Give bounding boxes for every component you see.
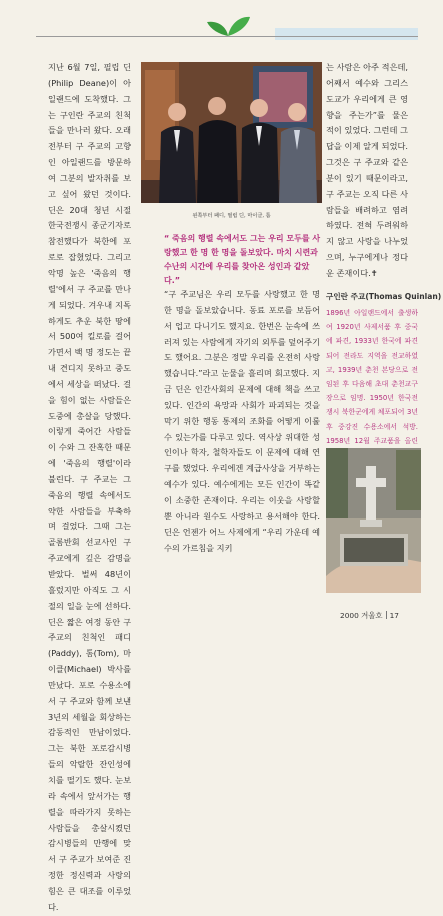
- issue-label: 2000 겨울호: [340, 611, 383, 620]
- leaf-icon: [203, 12, 253, 38]
- pull-quote: “ 죽음의 행렬 속에서도 그는 우리 모두를 사랑했고 한 명 한 명을 돌보았다. 마치 시련과 수난의 시간에 우리를 찾아온 성인과 같았다.”: [164, 234, 321, 285]
- footer-separator: [386, 611, 387, 619]
- article-right-column: [326, 60, 408, 282]
- page-footer: [340, 610, 399, 621]
- header-tint-bar: [275, 28, 418, 40]
- article-middle-text: “구 주교님은 우리 모두를 사랑했고 한 명 한 명을 돌보았습니다. 동료 포로를 보듬어서 업고 다니기도 했지요. 한번은 눈속에 쓰러져 있는 사람에게 자기의 외투를 덮어주기도 했어요. 그분은 정말 우리를 온전히 사랑했습니다.”라고 눈물을 흘리며 회고했다. 지금 딘은 인간사회의 문제에 대해 책을 쓰고 있다. 인간의 욕망과 사회가 파괴되는 것을 막기 위한 행동 통제의 조화를 어떻게 이룰 수 있는가를 다루고 있다. 역사상 위대한 성인이나 학자, 철학자들도 이 문제에 대해 연구를 했었다. 우리에겐 계급사상을 거부하는 예수가 있다. 예수에게는 모든 인간이 똑같이 소중한 존재이다. 우리는 이웃을 사랑할 뿐 아니라 원수도 사랑하고 용서해야 한다. 딘은 언젠가 어느 사제에게 “우리 가운데 예수의 가르침을 지키: [164, 289, 320, 553]
- profile-body: 1896년 아일랜드에서 출생하여 1920년 사제서품 후 중국에 파견, 1933년 한국에 파견되어 전라도 지역을 전교하였고, 1939년 춘천 본당으로 전임된 후 다음해 초대 춘천교구장으로 임명. 1950년 한국전쟁시 북한군에게 체포되어 3년 후 중강진 수용소에서 석방. 1958년 12월 주교품을 올린: [326, 309, 418, 445]
- article-middle-column: [164, 287, 320, 556]
- group-photo: [141, 62, 322, 203]
- photo-caption: 왼쪽부터 패디, 필립 딘, 마이클, 톰: [192, 213, 271, 219]
- article-right-text: 는 사람은 아주 적은데, 어째서 예수와 그리스도교가 우리에게 큰 영향을 주는가”를 물은 적이 있었다. 그런데 그 답을 이제 알게 되었다. 그것은 구 주교와 같은 분이 있기 때문이라고, 구 주교는 오직 다른 사람들을 배려하고 염려하였다. 전혀 두려워하지 않고 사랑을 나누었으며, 누구에게나 정다운 존재이다.✝: [326, 62, 408, 278]
- article-left-column: [48, 60, 131, 916]
- grave-photo: [326, 448, 421, 593]
- profile-title: 구인란 주교(Thomas Quinlan): [326, 292, 442, 301]
- article-left-text: 지난 6월 7일, 필립 딘(Philip Deane)이 아일랜드에 도착했다. 그는 구인란 주교의 친척들을 만나러 왔다. 오래 전부터 구 주교의 고향인 아일랜드를 방문하여 그분의 발자취를 보고 싶어 왔던 것이다. 딘은 20대 청년 시절 한국전쟁시 종군기자로 참전했다가 북한에 포로로 잡혔었다. 그리고 악명 높은 '죽음의 행렬'에서 구 주교를 만나게 되었다. 겨우내 지독하게도 추운 북한 땅에서 500여 킬로를 걸어가면서 백 명 정도는 끝내 견디지 못하고 중도에서 세상을 떠났다. 걸을 힘이 없는 사람들은 도중에 총살을 당했다. 이렇게 죽어간 사람들이 수와 그 잔혹한 때문에 '죽음의 행렬'이라 불린다. 구 주교는 그 죽음의 행렬 속에서도 약한 사람들을 부축하며 걸었다. 그때 그는 골롬반회 선교사인 구 주교에게 깊은 감명을 받았다. 벌써 48년이 흘렀지만 아직도 그 시절의 일을 눈에 선하다. 딘은 짧은 여정 동안 구 주교의 친척인 패디(Paddy), 톰(Tom), 마이클(Michael) 박사를 만났다. 포로 수용소에서 구 주교와 함께 보낸 3년의 세월을 회상하는 감동적인 만남이었다. 그는 북한 포로감시병들의 악랄한 잔인성에 치를 떨기도 했다. 눈보라 속에서 앞서가는 행렬을 따라가지 못하는 사람들을 총살시켰던 감시병들의 만행에 맞서 구 주교가 보여준 진정한 정신력과 사랑의 힘은 큰 대조를 이루었다.: [48, 62, 131, 912]
- page-number: 17: [389, 611, 399, 620]
